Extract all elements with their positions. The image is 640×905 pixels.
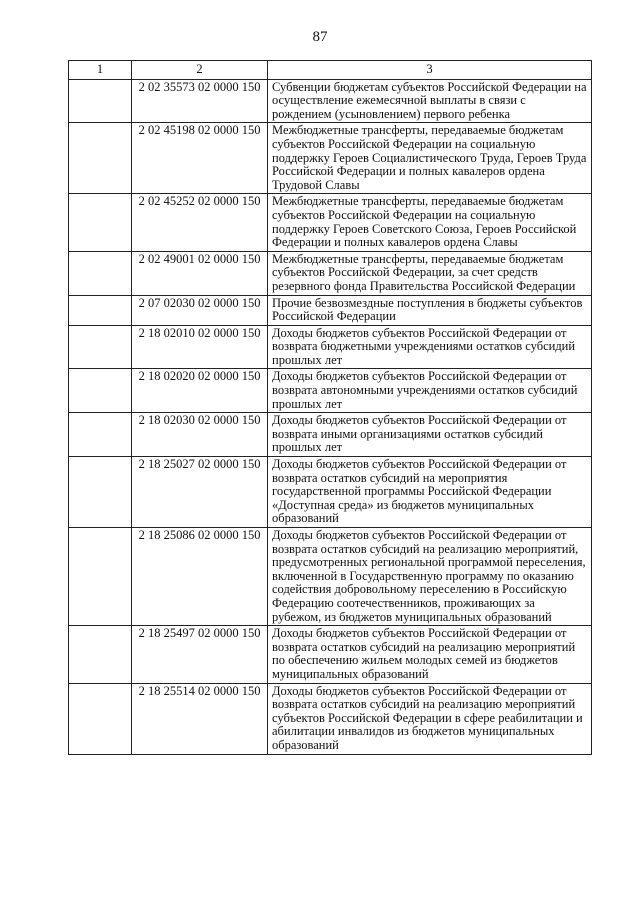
row-empty-cell	[69, 325, 132, 369]
row-description: Доходы бюджетов субъектов Российской Федерации от возврата бюджетными учреждениями остатков субсидий прошлых лет	[268, 325, 592, 369]
header-col-3: 3	[268, 61, 592, 80]
row-description: Доходы бюджетов субъектов Российской Федерации от возврата иными организациями остатков субсидий прошлых лет	[268, 413, 592, 457]
header-col-1: 1	[69, 61, 132, 80]
row-code: 2 18 02020 02 0000 150	[132, 369, 268, 413]
table-row	[69, 194, 592, 251]
table-body	[69, 79, 592, 754]
header-col-2: 2	[132, 61, 268, 80]
header-row	[69, 61, 592, 80]
row-empty-cell	[69, 123, 132, 194]
row-description: Межбюджетные трансферты, передаваемые бюджетам субъектов Российской Федерации на социальную поддержку Героев Социалистического Труда, Героев Труда Российской Федерации и полных кавалеров ордена Трудовой Славы	[268, 123, 592, 194]
table-row	[69, 457, 592, 528]
row-empty-cell	[69, 457, 132, 528]
row-code: 2 02 45252 02 0000 150	[132, 194, 268, 251]
row-code: 2 18 25497 02 0000 150	[132, 626, 268, 683]
row-empty-cell	[69, 251, 132, 295]
row-code: 2 18 02030 02 0000 150	[132, 413, 268, 457]
row-empty-cell	[69, 295, 132, 325]
table-row	[69, 251, 592, 295]
row-empty-cell	[69, 79, 132, 123]
row-description: Доходы бюджетов субъектов Российской Федерации от возврата остатков субсидий на реализацию мероприятий субъектов Российской Федерации в сфере реабилитации и абилитации инвалидов из бюджетов муниципальных образований	[268, 683, 592, 754]
table-row	[69, 123, 592, 194]
row-description: Межбюджетные трансферты, передаваемые бюджетам субъектов Российской Федерации на социальную поддержку Героев Советского Союза, Героев Российской Федерации и полных кавалеров ордена Славы	[268, 194, 592, 251]
row-description: Доходы бюджетов субъектов Российской Федерации от возврата остатков субсидий на реализацию мероприятий, предусмотренных региональной программой переселения, включенной в Государственную программу по оказанию содействия добровольному переселению в Российскую Федерацию соотечественников, проживающих за рубежом, из бюджетов муниципальных образований	[268, 528, 592, 626]
page-number: 87	[312, 29, 328, 45]
row-description: Доходы бюджетов субъектов Российской Федерации от возврата остатков субсидий на реализацию мероприятий по обеспечению жильем молодых семей из бюджетов муниципальных образований	[268, 626, 592, 683]
row-description: Доходы бюджетов субъектов Российской Федерации от возврата остатков субсидий на мероприятия государственной программы Российской Федерации «Доступная среда» из бюджетов муниципальных образований	[268, 457, 592, 528]
row-code: 2 18 25514 02 0000 150	[132, 683, 268, 754]
row-empty-cell	[69, 683, 132, 754]
row-empty-cell	[69, 369, 132, 413]
row-code: 2 18 25086 02 0000 150	[132, 528, 268, 626]
table-row	[69, 79, 592, 123]
table-row	[69, 626, 592, 683]
row-code: 2 18 25027 02 0000 150	[132, 457, 268, 528]
row-code: 2 02 35573 02 0000 150	[132, 79, 268, 123]
table-header	[69, 61, 592, 80]
table-row	[69, 295, 592, 325]
table-row	[69, 413, 592, 457]
row-empty-cell	[69, 413, 132, 457]
row-code: 2 02 49001 02 0000 150	[132, 251, 268, 295]
row-description: Прочие безвозмездные поступления в бюджеты субъектов Российской Федерации	[268, 295, 592, 325]
row-description: Субвенции бюджетам субъектов Российской Федерации на осуществление ежемесячной выплаты в связи с рождением (усыновлением) первого ребенка	[268, 79, 592, 123]
revenue-codes-table	[68, 60, 592, 755]
table-row	[69, 683, 592, 754]
row-description: Доходы бюджетов субъектов Российской Федерации от возврата автономными учреждениями остатков субсидий прошлых лет	[268, 369, 592, 413]
row-code: 2 18 02010 02 0000 150	[132, 325, 268, 369]
table-row	[69, 325, 592, 369]
row-empty-cell	[69, 194, 132, 251]
table-row	[69, 528, 592, 626]
row-description: Межбюджетные трансферты, передаваемые бюджетам субъектов Российской Федерации, за счет средств резервного фонда Правительства Российской Федерации	[268, 251, 592, 295]
row-empty-cell	[69, 528, 132, 626]
row-code: 2 02 45198 02 0000 150	[132, 123, 268, 194]
row-empty-cell	[69, 626, 132, 683]
row-code: 2 07 02030 02 0000 150	[132, 295, 268, 325]
table-row	[69, 369, 592, 413]
